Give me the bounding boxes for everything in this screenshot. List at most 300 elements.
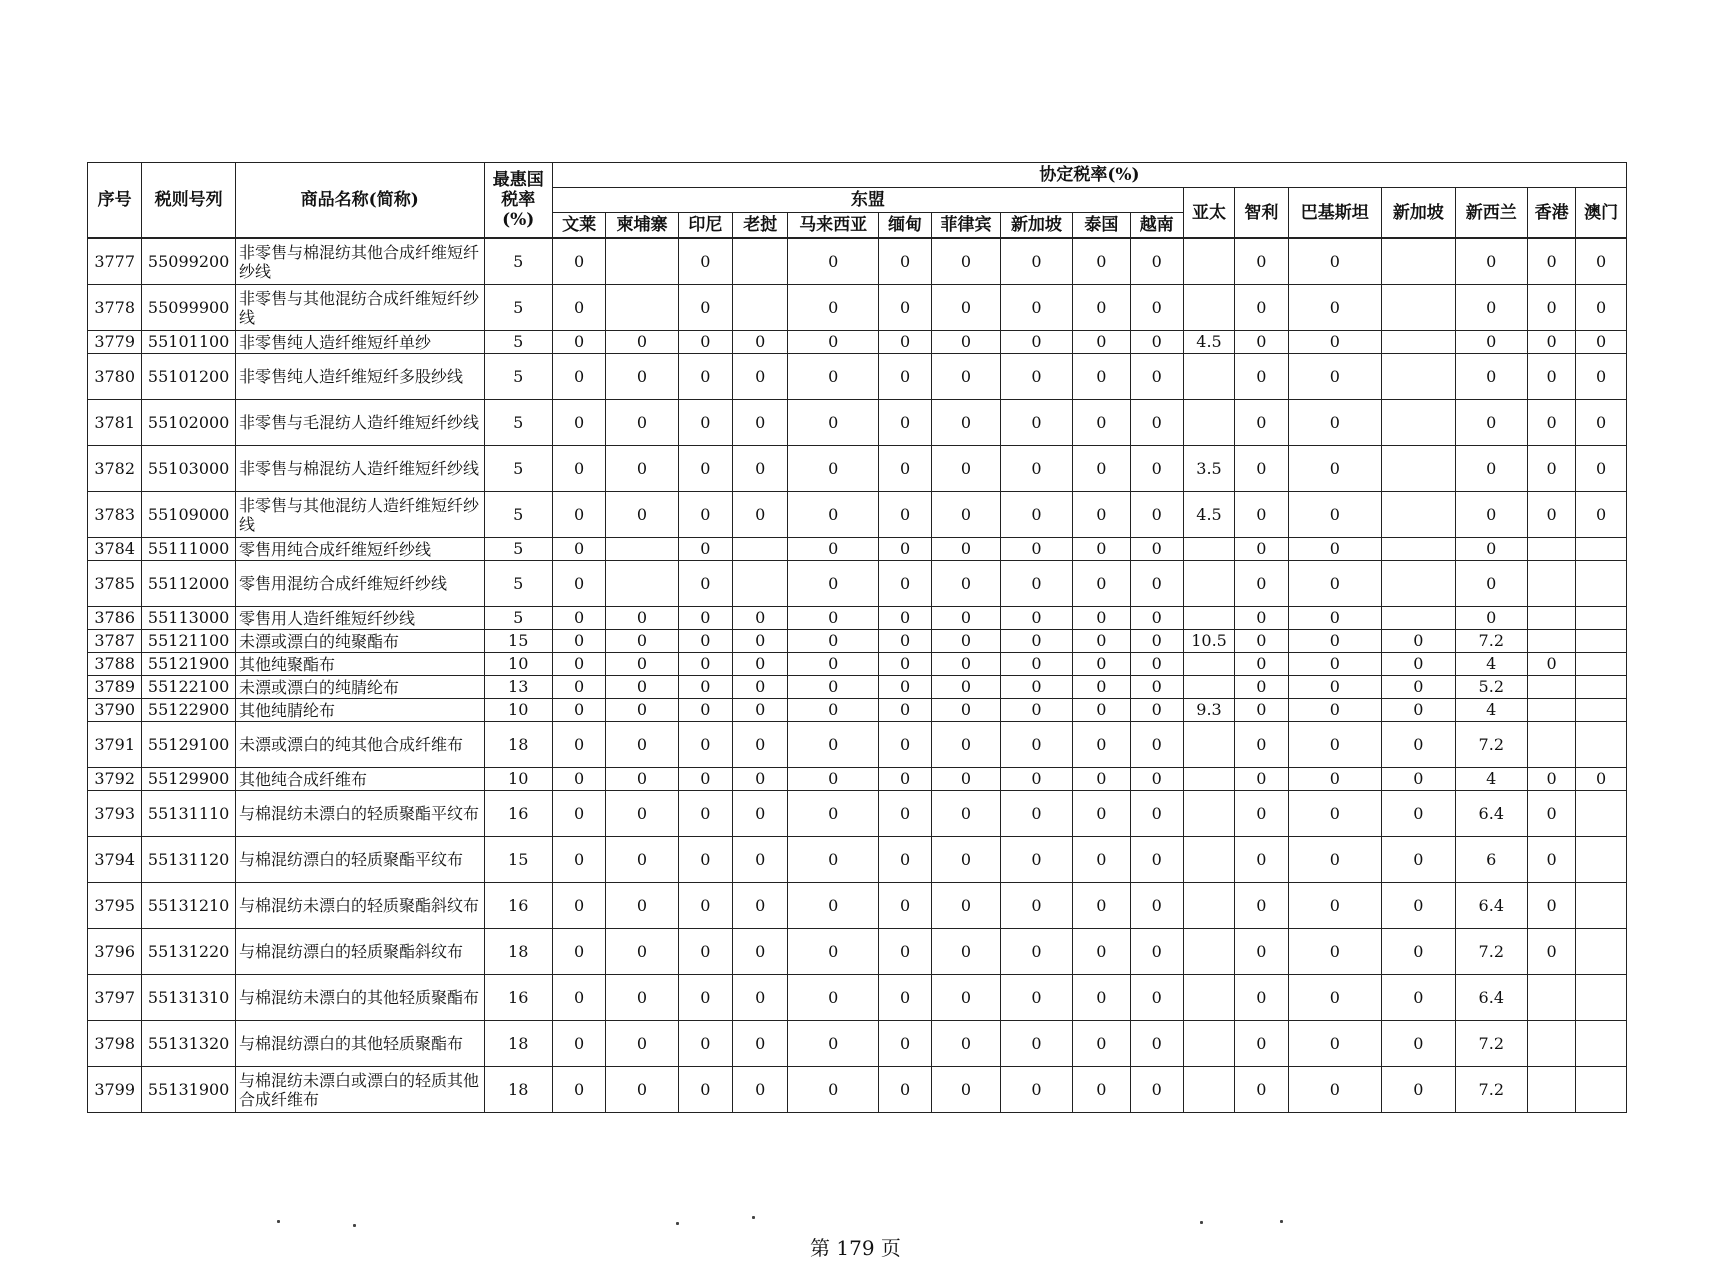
row-rate: 0 <box>878 768 931 791</box>
header-other-4: 新西兰 <box>1455 188 1527 239</box>
row-name: 非零售与棉混纺人造纤维短纤纱线 <box>235 446 484 492</box>
row-rate: 0 <box>1528 354 1576 400</box>
row-rate: 0 <box>1528 929 1576 975</box>
row-rate: 0 <box>788 929 879 975</box>
row-rate <box>1576 630 1627 653</box>
row-rate <box>1576 883 1627 929</box>
row-code: 55122100 <box>142 676 236 699</box>
row-rate: 0 <box>1288 630 1382 653</box>
row-rate: 0 <box>678 975 732 1021</box>
row-rate: 0 <box>788 354 879 400</box>
row-rate: 0 <box>1235 285 1288 331</box>
row-rate: 0 <box>878 400 931 446</box>
row-rate: 0 <box>1288 883 1382 929</box>
row-name: 与棉混纺未漂白的轻质聚酯斜纹布 <box>235 883 484 929</box>
row-code: 55131210 <box>142 883 236 929</box>
row-rate: 0 <box>1235 653 1288 676</box>
row-rate: 0 <box>1288 607 1382 630</box>
row-rate: 0 <box>1576 238 1627 285</box>
row-rate <box>606 285 678 331</box>
row-rate: 0 <box>1288 331 1382 354</box>
row-rate: 0 <box>932 699 1000 722</box>
row-rate <box>1576 722 1627 768</box>
row-rate <box>1183 1021 1234 1067</box>
row-seq: 3790 <box>88 699 142 722</box>
header-asean-8: 泰国 <box>1073 213 1130 239</box>
row-rate <box>1183 238 1234 285</box>
row-rate: 0 <box>606 354 678 400</box>
row-mfn: 16 <box>484 791 552 837</box>
row-rate: 0 <box>878 676 931 699</box>
row-rate: 0 <box>678 630 732 653</box>
row-seq: 3783 <box>88 492 142 538</box>
row-rate: 9.3 <box>1183 699 1234 722</box>
row-rate: 0 <box>788 331 879 354</box>
row-seq: 3777 <box>88 238 142 285</box>
row-rate: 0 <box>1073 354 1130 400</box>
row-rate: 0 <box>1235 1067 1288 1113</box>
row-rate: 0 <box>552 883 605 929</box>
row-rate: 0 <box>1000 446 1072 492</box>
row-rate: 0 <box>552 561 605 607</box>
row-mfn: 18 <box>484 1021 552 1067</box>
row-rate: 0 <box>1130 1067 1183 1113</box>
row-name: 与棉混纺漂白的轻质聚酯斜纹布 <box>235 929 484 975</box>
row-rate: 0 <box>552 630 605 653</box>
row-mfn: 18 <box>484 722 552 768</box>
row-rate: 4 <box>1455 653 1527 676</box>
table-row <box>88 1021 1627 1067</box>
row-rate: 0 <box>733 492 788 538</box>
row-code: 55131120 <box>142 837 236 883</box>
row-rate <box>606 238 678 285</box>
row-code: 55109000 <box>142 492 236 538</box>
row-rate: 0 <box>788 492 879 538</box>
row-rate: 0 <box>1073 722 1130 768</box>
row-mfn: 5 <box>484 492 552 538</box>
table-row <box>88 676 1627 699</box>
row-rate: 0 <box>1235 492 1288 538</box>
row-rate: 0 <box>1288 446 1382 492</box>
row-rate: 0 <box>733 354 788 400</box>
row-name: 非零售与棉混纺其他合成纤维短纤纱线 <box>235 238 484 285</box>
row-rate: 0 <box>678 1021 732 1067</box>
table-row <box>88 400 1627 446</box>
row-rate: 0 <box>552 331 605 354</box>
scan-speck <box>1200 1221 1203 1224</box>
row-name: 与棉混纺漂白的其他轻质聚酯布 <box>235 1021 484 1067</box>
row-mfn: 5 <box>484 538 552 561</box>
row-rate: 0 <box>1455 446 1527 492</box>
row-seq: 3780 <box>88 354 142 400</box>
header-other-5: 香港 <box>1528 188 1576 239</box>
row-rate: 0 <box>788 538 879 561</box>
row-rate: 6.4 <box>1455 791 1527 837</box>
row-code: 55099900 <box>142 285 236 331</box>
row-rate: 0 <box>1073 929 1130 975</box>
row-mfn: 16 <box>484 975 552 1021</box>
row-rate: 0 <box>678 492 732 538</box>
row-rate: 0 <box>1288 492 1382 538</box>
row-rate: 0 <box>1130 676 1183 699</box>
row-rate <box>1576 699 1627 722</box>
row-rate <box>1183 722 1234 768</box>
row-rate: 0 <box>1382 791 1455 837</box>
row-seq: 3798 <box>88 1021 142 1067</box>
row-mfn: 18 <box>484 929 552 975</box>
row-rate <box>1183 561 1234 607</box>
row-rate: 0 <box>678 653 732 676</box>
row-code: 55131900 <box>142 1067 236 1113</box>
row-rate: 0 <box>1288 354 1382 400</box>
row-rate: 0 <box>552 446 605 492</box>
row-rate <box>1183 1067 1234 1113</box>
row-rate: 0 <box>552 285 605 331</box>
row-rate: 0 <box>606 1021 678 1067</box>
row-rate: 0 <box>678 768 732 791</box>
row-rate: 0 <box>1000 400 1072 446</box>
row-rate: 0 <box>733 400 788 446</box>
row-rate: 0 <box>733 768 788 791</box>
row-rate: 0 <box>1382 722 1455 768</box>
row-rate: 0 <box>1288 676 1382 699</box>
row-rate: 0 <box>1288 768 1382 791</box>
row-rate: 0 <box>1288 285 1382 331</box>
row-name: 非零售与其他混纺合成纤维短纤纱线 <box>235 285 484 331</box>
table-row <box>88 883 1627 929</box>
row-name: 非零售纯人造纤维短纤单纱 <box>235 331 484 354</box>
row-code: 55129900 <box>142 768 236 791</box>
row-rate: 0 <box>606 929 678 975</box>
row-rate: 6 <box>1455 837 1527 883</box>
scan-speck <box>1280 1220 1283 1223</box>
row-rate: 0 <box>678 331 732 354</box>
row-rate: 0 <box>1288 238 1382 285</box>
table-row <box>88 768 1627 791</box>
row-rate: 10.5 <box>1183 630 1234 653</box>
row-rate: 0 <box>1455 400 1527 446</box>
row-rate: 0 <box>678 400 732 446</box>
row-rate: 0 <box>606 768 678 791</box>
row-rate: 0 <box>1235 975 1288 1021</box>
row-rate: 0 <box>1455 285 1527 331</box>
table-header <box>88 163 1627 239</box>
table-row <box>88 561 1627 607</box>
row-rate: 0 <box>1528 446 1576 492</box>
row-rate: 0 <box>552 929 605 975</box>
row-mfn: 5 <box>484 561 552 607</box>
row-rate: 0 <box>1073 630 1130 653</box>
row-rate: 0 <box>1000 653 1072 676</box>
row-mfn: 5 <box>484 607 552 630</box>
row-rate <box>1382 331 1455 354</box>
row-rate <box>1183 929 1234 975</box>
table-row <box>88 285 1627 331</box>
row-name: 非零售与毛混纺人造纤维短纤纱线 <box>235 400 484 446</box>
row-rate: 0 <box>932 929 1000 975</box>
row-rate: 0 <box>788 285 879 331</box>
row-rate: 0 <box>788 400 879 446</box>
row-rate: 0 <box>1235 768 1288 791</box>
row-seq: 3786 <box>88 607 142 630</box>
row-rate: 0 <box>788 238 879 285</box>
row-rate <box>1183 883 1234 929</box>
row-rate: 0 <box>1576 768 1627 791</box>
row-seq: 3782 <box>88 446 142 492</box>
row-rate: 0 <box>1130 883 1183 929</box>
row-rate: 0 <box>878 929 931 975</box>
row-rate: 0 <box>788 630 879 653</box>
row-rate: 0 <box>1073 238 1130 285</box>
row-rate: 0 <box>1528 768 1576 791</box>
row-rate: 0 <box>1073 492 1130 538</box>
row-rate <box>606 561 678 607</box>
row-rate: 0 <box>733 676 788 699</box>
row-rate <box>1183 837 1234 883</box>
row-rate: 0 <box>1130 722 1183 768</box>
row-rate: 0 <box>552 1067 605 1113</box>
row-rate <box>1576 975 1627 1021</box>
row-rate: 6.4 <box>1455 975 1527 1021</box>
row-rate: 0 <box>932 538 1000 561</box>
header-asean-5: 缅甸 <box>878 213 931 239</box>
row-rate: 0 <box>552 1021 605 1067</box>
header-code: 税则号列 <box>142 163 236 239</box>
row-rate: 0 <box>1382 630 1455 653</box>
row-rate: 0 <box>1073 653 1130 676</box>
row-rate: 0 <box>878 791 931 837</box>
row-name: 零售用纯合成纤维短纤纱线 <box>235 538 484 561</box>
row-rate: 0 <box>1528 837 1576 883</box>
row-mfn: 5 <box>484 331 552 354</box>
row-name: 与棉混纺未漂白的轻质聚酯平纹布 <box>235 791 484 837</box>
row-rate: 7.2 <box>1455 722 1527 768</box>
row-name: 与棉混纺漂白的轻质聚酯平纹布 <box>235 837 484 883</box>
row-rate: 0 <box>788 607 879 630</box>
row-name: 其他纯聚酯布 <box>235 653 484 676</box>
row-rate: 0 <box>1288 400 1382 446</box>
row-rate: 0 <box>878 331 931 354</box>
row-rate: 0 <box>1130 285 1183 331</box>
row-rate: 0 <box>1000 285 1072 331</box>
table-row <box>88 1067 1627 1113</box>
row-mfn: 18 <box>484 1067 552 1113</box>
row-rate: 0 <box>733 1067 788 1113</box>
row-rate: 0 <box>678 285 732 331</box>
row-seq: 3781 <box>88 400 142 446</box>
header-asean-3: 老挝 <box>733 213 788 239</box>
row-rate: 0 <box>788 699 879 722</box>
row-rate: 0 <box>606 331 678 354</box>
row-rate: 0 <box>678 722 732 768</box>
row-rate: 0 <box>932 768 1000 791</box>
row-rate: 0 <box>1235 238 1288 285</box>
row-rate: 0 <box>678 1067 732 1113</box>
row-name: 未漂或漂白的纯其他合成纤维布 <box>235 722 484 768</box>
row-rate: 0 <box>1073 607 1130 630</box>
row-seq: 3788 <box>88 653 142 676</box>
row-rate <box>1576 561 1627 607</box>
row-rate: 0 <box>1235 791 1288 837</box>
row-rate: 0 <box>932 331 1000 354</box>
row-rate: 0 <box>606 837 678 883</box>
row-mfn: 10 <box>484 653 552 676</box>
row-rate: 0 <box>932 1021 1000 1067</box>
row-rate: 0 <box>1528 492 1576 538</box>
row-code: 55131220 <box>142 929 236 975</box>
row-rate: 0 <box>1235 446 1288 492</box>
row-rate: 0 <box>1235 538 1288 561</box>
row-rate: 0 <box>1528 791 1576 837</box>
row-rate: 0 <box>932 722 1000 768</box>
header-asean-6: 菲律宾 <box>932 213 1000 239</box>
header-other-0: 亚太 <box>1183 188 1234 239</box>
row-rate: 0 <box>1000 676 1072 699</box>
row-rate: 0 <box>1000 837 1072 883</box>
row-rate: 0 <box>1455 492 1527 538</box>
header-asean-7: 新加坡 <box>1000 213 1072 239</box>
row-rate: 0 <box>1382 975 1455 1021</box>
row-rate: 0 <box>1455 607 1527 630</box>
row-rate: 0 <box>606 653 678 676</box>
row-rate <box>1382 400 1455 446</box>
row-code: 55121100 <box>142 630 236 653</box>
header-asean: 东盟 <box>552 188 1183 213</box>
row-rate: 0 <box>1073 1021 1130 1067</box>
row-rate: 0 <box>1576 285 1627 331</box>
row-mfn: 15 <box>484 630 552 653</box>
row-rate: 0 <box>788 676 879 699</box>
row-rate <box>733 561 788 607</box>
scan-speck <box>277 1220 280 1223</box>
row-rate: 7.2 <box>1455 1067 1527 1113</box>
row-code: 55101100 <box>142 331 236 354</box>
table-row <box>88 653 1627 676</box>
scan-speck <box>752 1216 755 1219</box>
row-rate <box>1382 492 1455 538</box>
row-rate: 0 <box>1000 607 1072 630</box>
row-rate: 0 <box>932 285 1000 331</box>
row-rate: 0 <box>1382 837 1455 883</box>
row-rate: 0 <box>932 607 1000 630</box>
row-rate: 0 <box>606 883 678 929</box>
row-rate: 0 <box>878 446 931 492</box>
row-rate: 0 <box>788 975 879 1021</box>
row-rate <box>733 285 788 331</box>
row-seq: 3789 <box>88 676 142 699</box>
row-rate: 0 <box>1455 561 1527 607</box>
row-rate: 0 <box>552 653 605 676</box>
table-row <box>88 354 1627 400</box>
row-rate: 0 <box>1073 331 1130 354</box>
row-rate: 0 <box>878 699 931 722</box>
row-rate: 4 <box>1455 768 1527 791</box>
row-rate: 0 <box>1130 561 1183 607</box>
row-rate: 0 <box>1382 883 1455 929</box>
row-rate <box>1528 1067 1576 1113</box>
scan-speck <box>676 1222 679 1225</box>
row-name: 其他纯腈纶布 <box>235 699 484 722</box>
row-seq: 3799 <box>88 1067 142 1113</box>
row-rate: 0 <box>552 400 605 446</box>
row-rate: 0 <box>1576 446 1627 492</box>
row-rate: 0 <box>733 630 788 653</box>
row-rate <box>1576 653 1627 676</box>
row-rate: 0 <box>1288 791 1382 837</box>
row-rate: 0 <box>1130 354 1183 400</box>
row-rate: 0 <box>678 538 732 561</box>
row-rate: 0 <box>1528 653 1576 676</box>
row-rate: 0 <box>1455 538 1527 561</box>
row-rate <box>1183 285 1234 331</box>
row-rate: 0 <box>1235 331 1288 354</box>
row-code: 55111000 <box>142 538 236 561</box>
row-code: 55099200 <box>142 238 236 285</box>
row-rate: 0 <box>1382 768 1455 791</box>
row-rate: 0 <box>1235 400 1288 446</box>
row-rate: 0 <box>788 561 879 607</box>
row-rate: 0 <box>1000 768 1072 791</box>
row-rate: 0 <box>1235 722 1288 768</box>
row-rate: 0 <box>678 446 732 492</box>
row-rate: 0 <box>1235 630 1288 653</box>
row-rate <box>1576 1021 1627 1067</box>
row-rate: 0 <box>1130 630 1183 653</box>
row-rate: 0 <box>1073 791 1130 837</box>
row-rate: 0 <box>733 883 788 929</box>
row-rate: 0 <box>1073 676 1130 699</box>
row-rate <box>1528 607 1576 630</box>
row-rate <box>1183 975 1234 1021</box>
row-rate: 0 <box>1288 1021 1382 1067</box>
row-rate: 0 <box>788 446 879 492</box>
row-rate: 0 <box>1235 354 1288 400</box>
row-code: 55102000 <box>142 400 236 446</box>
row-rate: 0 <box>552 492 605 538</box>
row-rate: 0 <box>1455 354 1527 400</box>
row-rate: 0 <box>788 722 879 768</box>
header-asean-2: 印尼 <box>678 213 732 239</box>
row-rate: 0 <box>678 354 732 400</box>
row-rate <box>1183 354 1234 400</box>
row-rate: 0 <box>606 699 678 722</box>
row-rate: 0 <box>1288 653 1382 676</box>
row-rate: 0 <box>1288 837 1382 883</box>
row-rate: 0 <box>606 975 678 1021</box>
row-seq: 3792 <box>88 768 142 791</box>
row-rate: 0 <box>1528 331 1576 354</box>
row-rate: 0 <box>1000 630 1072 653</box>
row-rate <box>1382 354 1455 400</box>
row-rate: 0 <box>1130 492 1183 538</box>
row-rate: 0 <box>878 883 931 929</box>
row-rate: 0 <box>552 768 605 791</box>
row-rate: 0 <box>1000 929 1072 975</box>
row-rate: 0 <box>1235 699 1288 722</box>
row-rate: 0 <box>1382 699 1455 722</box>
row-mfn: 5 <box>484 238 552 285</box>
row-rate: 0 <box>606 607 678 630</box>
row-rate: 0 <box>1130 791 1183 837</box>
row-rate <box>1576 607 1627 630</box>
row-code: 55131310 <box>142 975 236 1021</box>
header-asean-1: 柬埔寨 <box>606 213 678 239</box>
row-rate: 0 <box>878 285 931 331</box>
row-rate: 0 <box>1130 538 1183 561</box>
row-name: 其他纯合成纤维布 <box>235 768 484 791</box>
row-rate: 0 <box>1000 354 1072 400</box>
row-rate <box>1528 561 1576 607</box>
